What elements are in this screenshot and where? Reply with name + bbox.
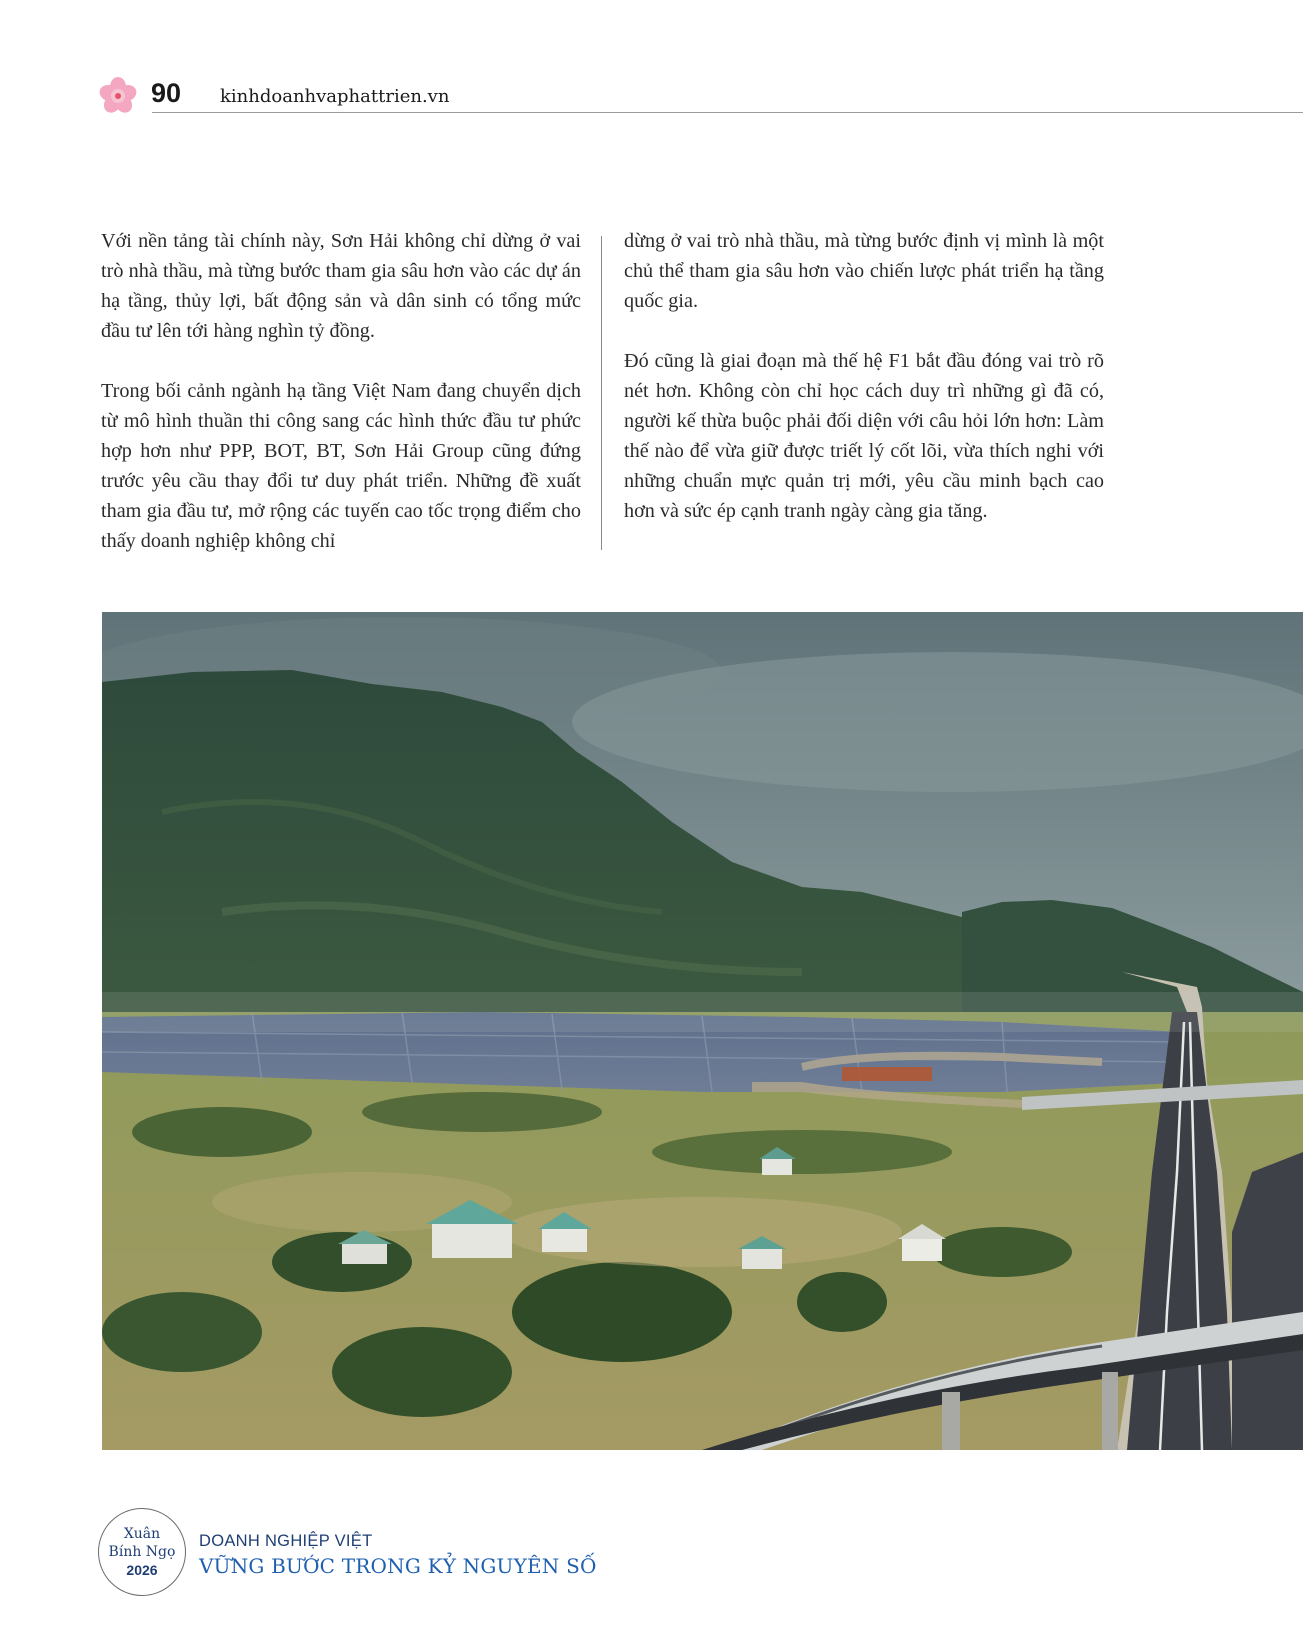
paragraph: Với nền tảng tài chính này, Sơn Hải không chỉ dừng ở vai trò nhà thầu, mà từng bước tham gia sâu hơn vào các dự án hạ tầng, thủy lợi, bất động sản và dân sinh có tổng mức đầu tư lên tới hàng nghìn tỷ đồng.	[101, 230, 581, 342]
page-number: 90	[151, 78, 182, 108]
header-rule	[152, 112, 1303, 113]
edition-badge	[98, 1508, 186, 1596]
article-right-column	[624, 226, 1104, 556]
site-name: kinhdoanhvaphattrien.vn	[220, 86, 450, 107]
paragraph: Trong bối cảnh ngành hạ tầng Việt Nam đang chuyển dịch từ mô hình thuần thi công sang các hình thức đầu tư phức hợp hơn như PPP, BOT, BT, Sơn Hải Group cũng đứng trước yêu cầu thay đổi tư duy phát triển. Những đề xuất tham gia đầu tư, mở rộng các tuyến cao tốc trọng điểm cho thấy doanh nghiệp không chỉ	[101, 380, 581, 552]
article-left-column	[101, 226, 581, 586]
page-header	[98, 70, 1303, 114]
paragraph: Đó cũng là giai đoạn mà thế hệ F1 bắt đầu đóng vai trò rõ nét hơn. Không còn chỉ học cách duy trì những gì đã có, người kế thừa buộc phải đối diện với câu hỏi lớn hơn: Làm thế nào để vừa giữ được triết lý cốt lõi, vừa thích nghi với những chuẩn mực quản trị mới, yêu cầu minh bạch cao hơn và sức ép cạnh tranh ngày càng gia tăng.	[624, 350, 1104, 522]
badge-line1: Xuân	[123, 1526, 161, 1542]
highway-landscape-image	[102, 612, 1303, 1450]
article-photo	[102, 612, 1303, 1450]
footer-subtitle: DOANH NGHIỆP VIỆT	[199, 1532, 373, 1550]
column-divider	[601, 236, 602, 550]
footer-title: VỮNG BƯỚC TRONG KỶ NGUYÊN SỐ	[199, 1554, 597, 1578]
paragraph: dừng ở vai trò nhà thầu, mà từng bước định vị mình là một chủ thể tham gia sâu hơn vào chiến lược phát triển hạ tầng quốc gia.	[624, 230, 1104, 312]
cherry-blossom-icon	[98, 76, 138, 116]
badge-line2: Bính Ngọ	[108, 1544, 176, 1560]
badge-year: 2026	[126, 1562, 158, 1578]
page-footer	[98, 1508, 698, 1600]
